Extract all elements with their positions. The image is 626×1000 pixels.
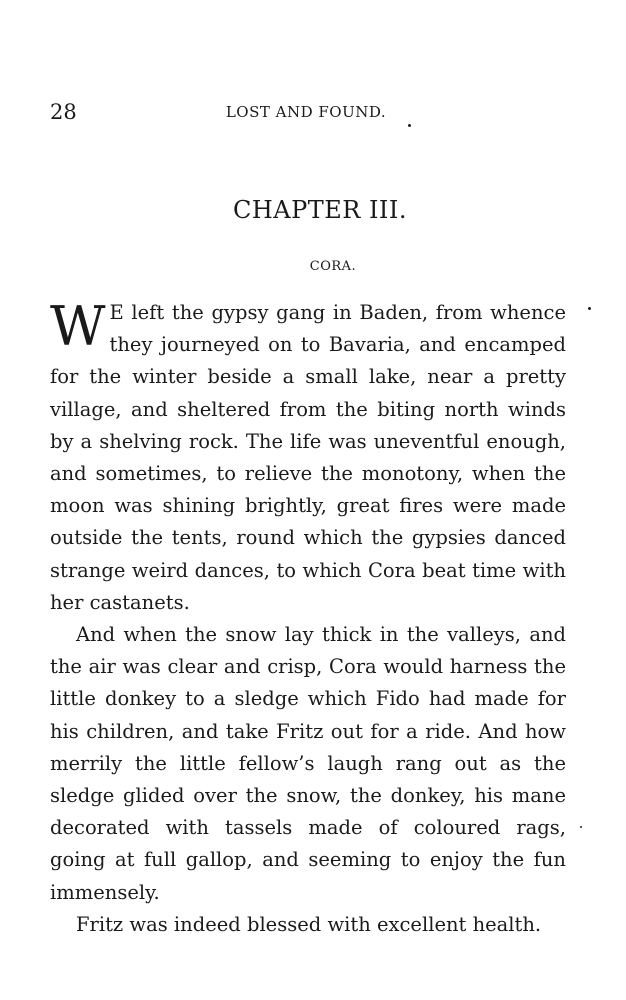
running-title: LOST AND FOUND. [225, 103, 387, 121]
paragraph-1-text: E left the gypsy gang in Baden, from whence they journeyed on to Bavaria, and encamped for the winter beside a small lake, near a pretty village, and sheltered from the biting north winds by a shelving rock. The life was uneventful enough, and sometimes, to relieve the monotony, when the moon was shining brightly, great fires were made outside the tents, round which the gypsies danced strange weird dances, to which Cora beat time with her castanets. [50, 301, 566, 614]
body-text [50, 297, 566, 941]
paragraph-2: And when the snow lay thick in the valleys, and the air was clear and crisp, Cora would harness the little donkey to a sledge which Fido had made for his children, and take Fritz out for a ride. And how merrily the little fellow’s laugh rang out as the sledge glided over the snow, the donkey, his mane decorated with tassels made of coloured rags, going at full gallop, and seeming to enjoy the fun immensely. [50, 623, 566, 904]
running-head [50, 100, 562, 124]
print-speck [408, 124, 411, 127]
drop-cap: W [50, 295, 106, 358]
print-speck [588, 307, 591, 310]
page-number: 28 [50, 100, 77, 124]
print-speck [580, 826, 582, 828]
paragraph-1 [50, 297, 566, 619]
chapter-title: CHAPTER III. [232, 196, 408, 224]
chapter-subtitle: CORA. [309, 259, 357, 274]
paragraph-3: Fritz was indeed blessed with excellent health. [76, 912, 542, 936]
